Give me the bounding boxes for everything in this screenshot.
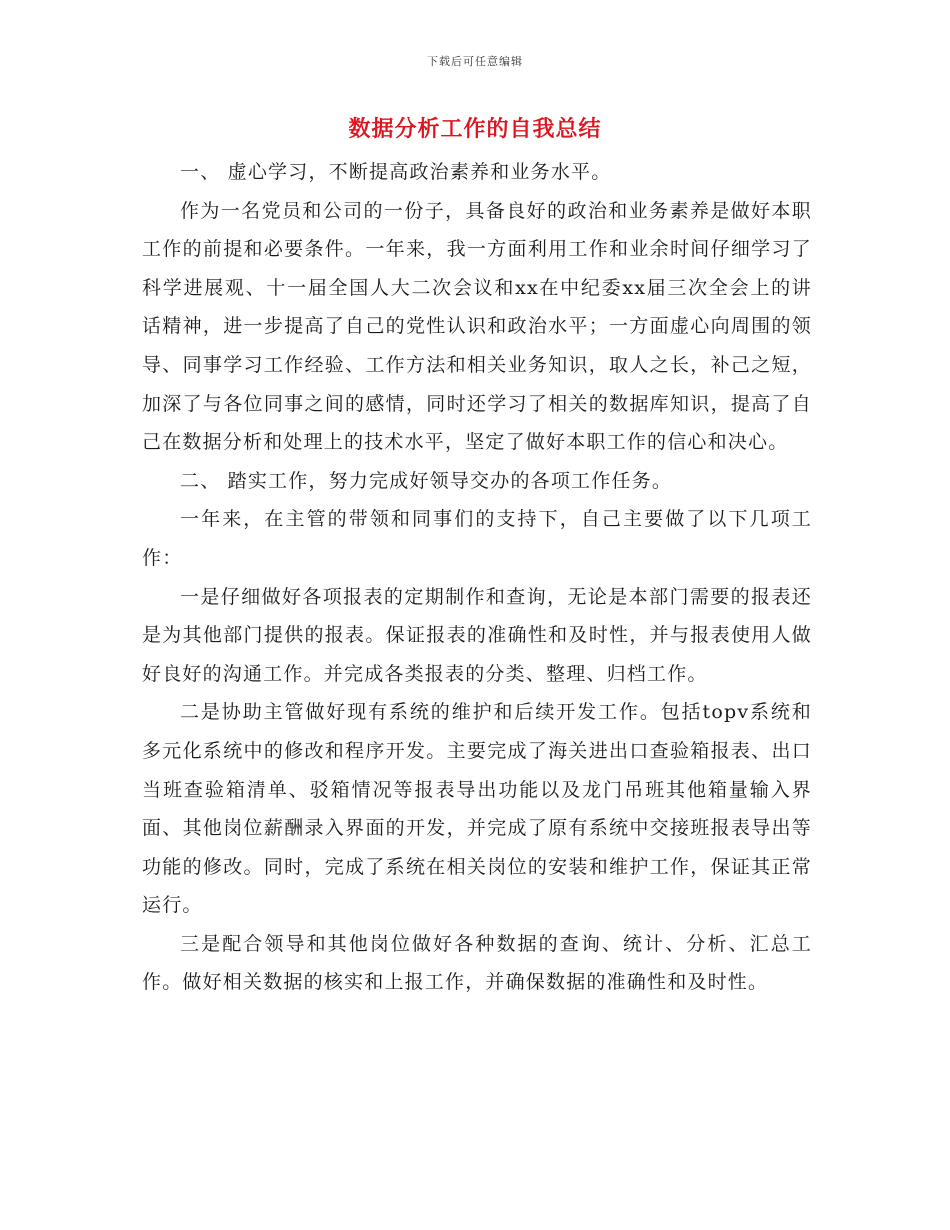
paragraph: 作为一名党员和公司的一份子，具备良好的政治和业务素养是做好本职工作的前提和必要条件。一年来，我一方面利用工作和业余时间仔细学习了科学进展观、十一届全国人大二次会议和xx在中纪委xx届三次全会上的讲话精神，进一步提高了自己的党性认识和政治水平；一方面虚心向周围的领导、同事学习工作经验、工作方法和相关业务知识，取人之长，补己之短，加深了与各位同事之间的感情，同时还学习了相关的数据库知识，提高了自己在数据分析和处理上的技术水平，坚定了做好本职工作的信心和决心。 xyxy=(142,199,812,454)
paragraph: 一年来，在主管的带领和同事们的支持下，自己主要做了以下几项工作： xyxy=(142,508,812,569)
paragraph: 三是配合领导和其他岗位做好各种数据的查询、统计、分析、汇总工作。做好相关数据的核实和上报工作，并确保数据的准确性和及时性。 xyxy=(142,932,812,994)
paragraph: 二是协助主管做好现有系统的维护和后续开发工作。包括topv系统和多元化系统中的修改和程序开发。主要完成了海关进出口查验箱报表、出口当班查验箱清单、驳箱情况等报表导出功能以及龙门吊班其他箱量输入界面、其他岗位薪酬录入界面的开发，并完成了原有系统中交接班报表导出等功能的修改。同时，完成了系统在相关岗位的安装和维护工作，保证其正常运行。 xyxy=(142,701,812,917)
document-title: 数据分析工作的自我总结 xyxy=(348,117,602,142)
document-body xyxy=(142,153,812,1002)
section-heading-2: 二、 踏实工作，努力完成好领导交办的各项工作任务。 xyxy=(180,469,673,492)
header-note: 下载后可任意编辑 xyxy=(427,55,523,68)
paragraph: 一是仔细做好各项报表的定期制作和查询，无论是本部门需要的报表还是为其他部门提供的报表。保证报表的准确性和及时性，并与报表使用人做好良好的沟通工作。并完成各类报表的分类、整理、归档工作。 xyxy=(142,585,812,685)
section-heading-1: 一、 虚心学习，不断提高政治素养和业务水平。 xyxy=(180,161,612,183)
